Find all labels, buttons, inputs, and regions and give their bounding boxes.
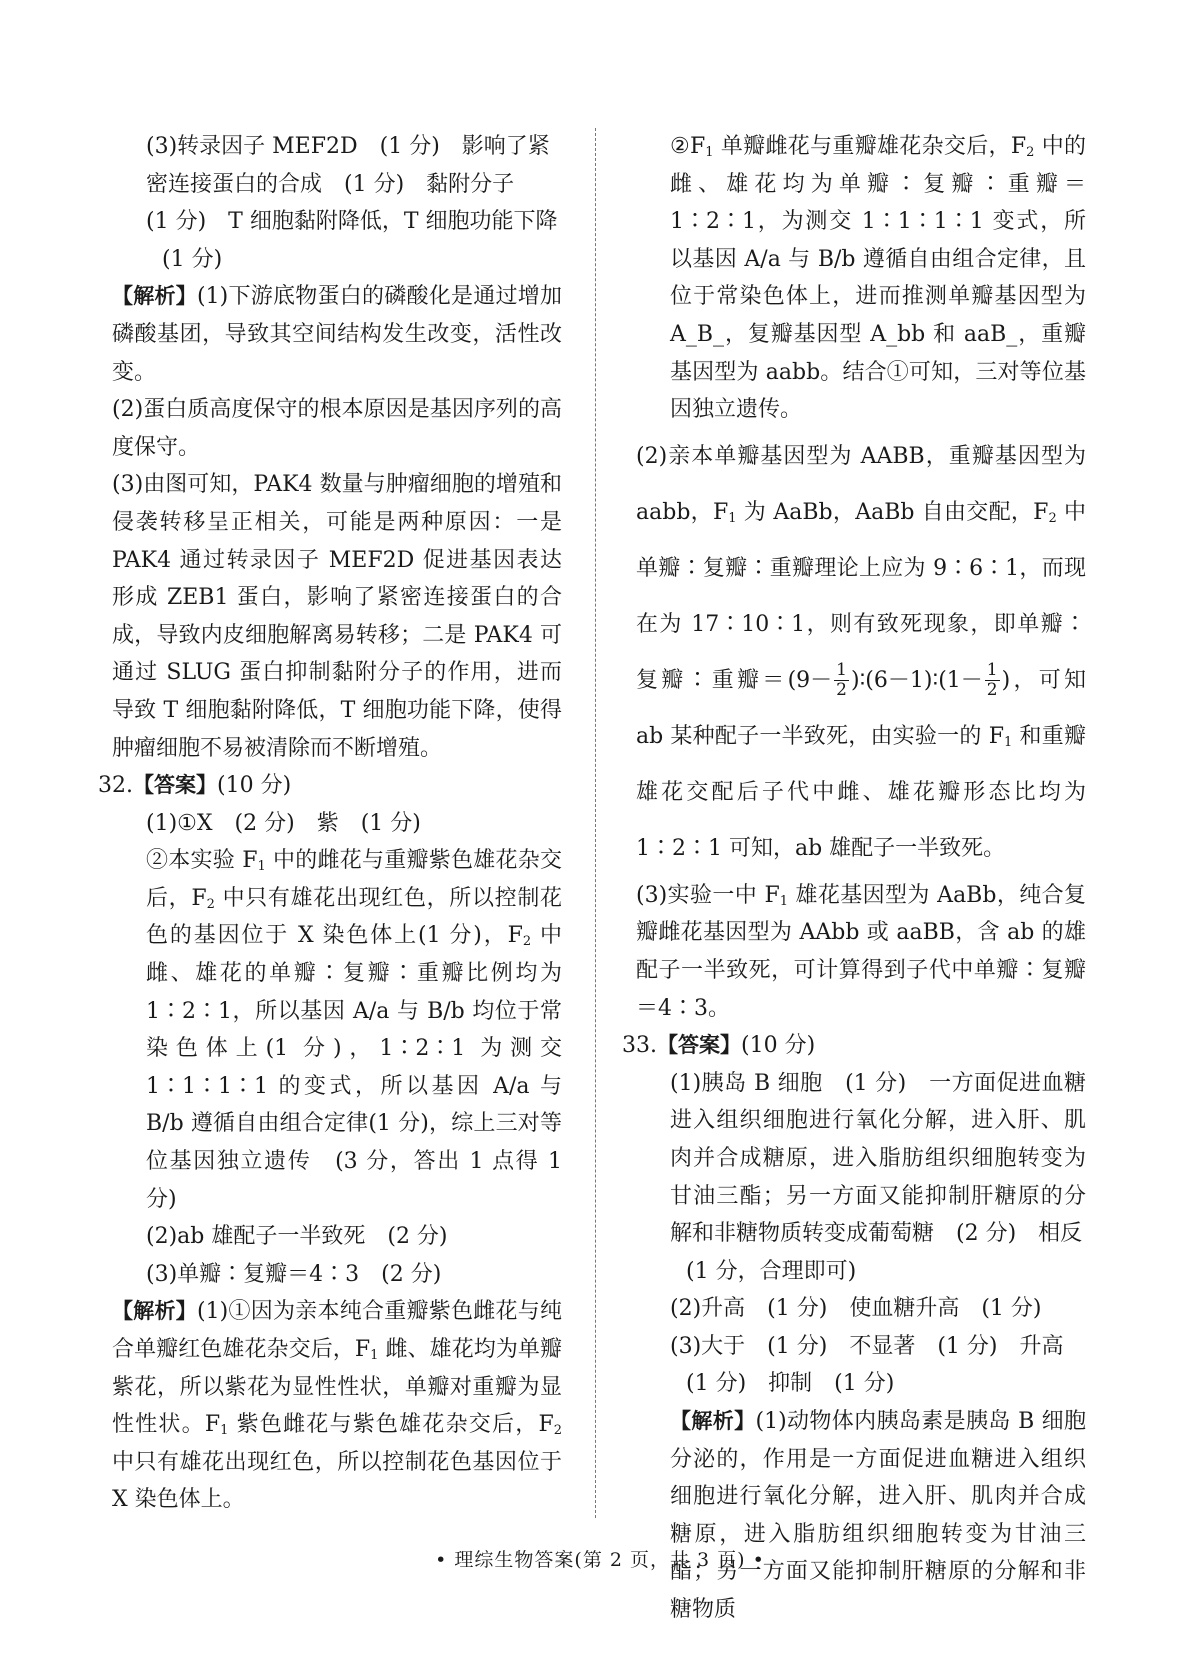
subscript: 1	[257, 859, 266, 875]
q31-answer-3-line-1: (3)转录因子 MEF2D (1 分) 影响了紧	[146, 134, 550, 159]
fraction-denominator: 2	[836, 680, 847, 701]
analysis-label: 【解析】	[112, 284, 198, 309]
text-segment: 中单瓣∶复瓣∶重瓣理论上应为 9∶6∶1，而现在为 17∶10∶1，则有致死现象，即单瓣∶复瓣∶重瓣＝(9－	[636, 499, 1086, 693]
text-segment: ②本实验 F	[146, 848, 258, 874]
q33-answer-1: (1)胰岛 B 细胞 (1 分) 一方面促进血糖进入组织细胞进行氧化分解，进入肝、肌肉并合成糖原，进入脂肪组织细胞转变为甘油三酯；另一方面又能抑制肝糖原的分解和非糖物质转变成葡萄糖 (2 分) 相反	[670, 1070, 1086, 1247]
text-segment: 和重瓣雄花交配后子代中雌、雄花瓣形态比均为 1∶2∶1 可知，ab 雄配子一半致死。	[636, 723, 1086, 861]
text-segment: 中只有雄花出现红色，所以控制花色基因位于 X 染色体上。	[112, 1449, 562, 1513]
text-segment: )，可知 ab 某种配子一半致死，由实验一的 F	[636, 667, 1086, 749]
subscript: 1	[1004, 734, 1013, 750]
q31-answer-3-line-2: 密连接蛋白的合成 (1 分) 黏附分子	[146, 171, 515, 197]
right-column	[622, 128, 1087, 1629]
answer-label: 【答案】	[133, 773, 217, 798]
q31-analysis-2: (2)蛋白质高度保守的根本原因是基因序列的高度保守。	[112, 397, 562, 460]
subscript: 1	[728, 510, 737, 526]
text-segment: (1－	[938, 667, 983, 693]
fraction-one-half	[834, 661, 849, 700]
q31-analysis-1	[112, 278, 562, 391]
text-segment: 紫色雌花与紫色雄花杂交后，F	[228, 1412, 554, 1438]
q33-number: 33.	[622, 1033, 657, 1059]
q33-answer-3-tail: (1 分) 抑制 (1 分)	[686, 1371, 895, 1397]
column-divider	[595, 128, 596, 1518]
q32-answer-1: (1)①X (2 分) 紫 (1 分)	[146, 810, 421, 836]
subscript: 2	[1048, 510, 1057, 526]
text-segment: )∶(6－1)∶	[850, 667, 939, 693]
text-segment: 中雌、雄花的单瓣∶复瓣∶重瓣比例均为 1∶2∶1，所以基因 A/a 与 B/b 均位于常染色体上(1 分)，1∶2∶1 为测交 1∶1∶1∶1 的变式，所以基因 A/a 与 B/b 遵循自由组合定律(1 分)，综上三对等位基因独立遗传 (3 分，答出 1 点得 1 分)	[146, 923, 562, 1212]
q32-analysis-1-cont	[636, 128, 1086, 429]
q33-answer-1-tail: (1 分，合理即可)	[686, 1258, 857, 1284]
q33-score: (10 分)	[741, 1033, 816, 1059]
q32-answer-3: (2)ab 雄配子一半致死 (2 分)	[146, 1224, 448, 1250]
q32-answer-2	[112, 842, 562, 1218]
text-segment: ②F	[670, 134, 706, 159]
fraction-numerator: 1	[836, 660, 847, 681]
q32-analysis-2	[636, 429, 1086, 877]
text-segment: 中的雌花与重瓣紫色雄花杂交后，F	[146, 848, 562, 911]
text-segment: (2)亲本单瓣基因型为 AABB，重瓣基因型为 aabb，F	[636, 443, 1086, 525]
fraction-one-half	[985, 661, 1000, 700]
text-segment: 为 AaBb，AaBb 自由交配，F	[736, 499, 1049, 525]
q33-analysis-1	[636, 1403, 1086, 1629]
text-segment: 中只有雄花出现红色，所以控制花色的基因位于 X 染色体上(1 分)，F	[146, 885, 563, 949]
fraction-denominator: 2	[986, 680, 998, 701]
q31-analysis-1-text: (1)下游底物蛋白的磷酸化是通过增加磷酸基团，导致其空间结构发生改变，活性改变。	[112, 284, 563, 385]
text-segment: 雌、雄花均为单瓣紫花，所以紫花为显性性状，单瓣对重瓣为显性性状。F	[112, 1337, 562, 1438]
q32-answer-4: (3)单瓣∶复瓣＝4∶3 (2 分)	[146, 1261, 442, 1287]
q31-answer-3-line-3: (1 分) T 细胞黏附降低，T 细胞功能下降	[146, 209, 558, 235]
subscript: 2	[553, 1423, 563, 1439]
text-segment: 雄花基因型为 AaBb，纯合复瓣雌花基因型为 AAbb 或 aaBB，含 ab 的雄配子一半致死，可计算得到子代中单瓣∶复瓣＝4∶3。	[636, 882, 1087, 1021]
q33-answer-3: (3)大于 (1 分) 不显著 (1 分) 升高	[670, 1333, 1064, 1359]
fraction-numerator: 1	[986, 660, 998, 681]
q32-analysis-1	[112, 1293, 562, 1519]
q31-analysis-3: (3)由图可知，PAK4 数量与肿瘤细胞的增殖和侵袭转移呈正相关，可能是两种原因：一是 PAK4 通过转录因子 MEF2D 促进基因表达形成 ZEB1 蛋白，影响了紧密连接蛋白的合成，导致内皮细胞解离易转移；二是 PAK4 可通过 SLUG 蛋白抑制黏附分子的作用，进而导致 T 细胞黏附降低，T 细胞功能下降，使得肿瘤细胞不易被清除而不断增殖。	[112, 472, 562, 761]
left-column	[98, 128, 563, 1519]
answer-label: 【答案】	[657, 1033, 741, 1058]
q32-analysis-3	[636, 877, 1086, 1027]
q33-analysis-1-text: (1)动物体内胰岛素是胰岛 B 细胞分泌的，作用是一方面促进血糖进入组织细胞进行氧化分解，进入肝、肌肉并合成糖原，进入脂肪组织细胞转变为甘油三酯；另一方面又能抑制肝糖原的分解和非糖物质	[670, 1409, 1086, 1623]
subscript: 1	[705, 145, 714, 160]
subscript: 1	[220, 1423, 229, 1439]
q32-score: (10 分)	[217, 773, 292, 799]
page-footer: • 理综生物答案(第 2 页，共 3 页) •	[435, 1549, 765, 1571]
subscript: 2	[206, 896, 215, 912]
q32-header	[98, 767, 562, 805]
text-segment: 单瓣雌花与重瓣雄花杂交后，F	[713, 134, 1027, 159]
text-segment: 中的雌、雄花均为单瓣∶复瓣∶重瓣＝1∶2∶1，为测交 1∶1∶1∶1 变式，所以基因 A/a 与 B/b 遵循自由组合定律，且位于常染色体上，进而推测单瓣基因型为 A_B_，复瓣基因型 A_bb 和 aaB_，重瓣基因型为 aabb。结合①可知，三对等位基因独立遗传。	[670, 134, 1086, 423]
analysis-label: 【解析】	[112, 1299, 198, 1324]
subscript: 2	[522, 934, 532, 950]
subscript: 2	[1026, 145, 1035, 160]
q31-answer-3-line-4: (1 分)	[162, 246, 223, 272]
text-segment: (1)①因为亲本纯合重瓣紫色雌花与纯合单瓣红色雄花杂交后，F	[112, 1299, 563, 1362]
q32-number: 32.	[98, 773, 133, 799]
analysis-label: 【解析】	[670, 1409, 756, 1434]
q33-header	[622, 1027, 1086, 1065]
q33-answer-2: (2)升高 (1 分) 使血糖升高 (1 分)	[670, 1296, 1042, 1322]
subscript: 1	[370, 1348, 379, 1363]
text-segment: (3)实验一中 F	[636, 882, 780, 908]
subscript: 1	[779, 893, 789, 909]
